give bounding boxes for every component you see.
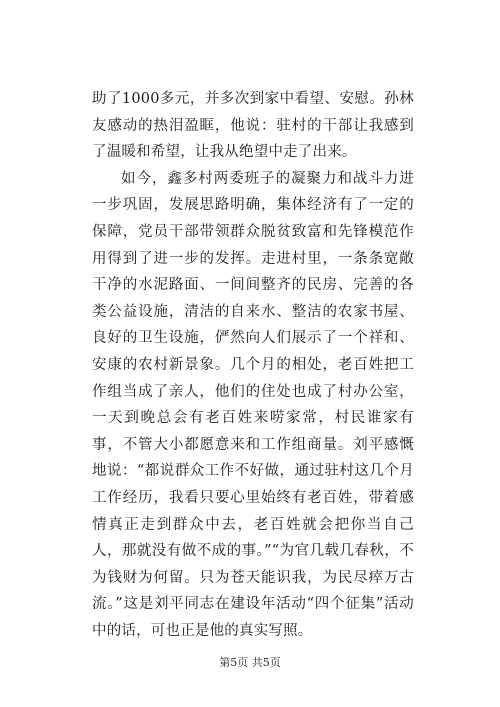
- paragraph-continuation: 助了1000多元，并多次到家中看望、安慰。孙林友感动的热泪盈眶，他说：驻村的干部让我感到了温暖和希望，让我从绝望中走了出来。: [92, 91, 414, 161]
- body-text: [92, 86, 414, 644]
- page-footer: 第5页 共5页: [219, 656, 281, 669]
- paragraph: 如今，鑫多村两委班子的凝聚力和战斗力进一步巩固，发展思路明确，集体经济有了一定的保障，党员干部带领群众脱贫致富和先锋模范作用得到了进一步的发挥。走进村里，一条条宽敞干净的水泥路面、一间间整齐的民房、完善的各类公益设施，清洁的自来水、整洁的农家书屋、良好的卫生设施，俨然向人们展示了一个祥和、安康的农村新景象。几个月的相处，老百姓把工作组当成了亲人，他们的住处也成了村办公室，一天到晚总会有老百姓来唠家常，村民谁家有事，不管大小都愿意来和工作组商量。刘平感慨地说：“都说群众工作不好做，通过驻村这几个月工作经历，我看只要心里始终有老百姓，带着感情真正走到群众中去，老百姓就会把你当自己人，那就没有做不成的事。”“为官几载几春秋，不为钱财为何留。只为苍天能识我，为民尽瘁万古流。”这是刘平同志在建设年活动“四个征集”活动中的话，可也正是他的真实写照。: [92, 170, 414, 639]
